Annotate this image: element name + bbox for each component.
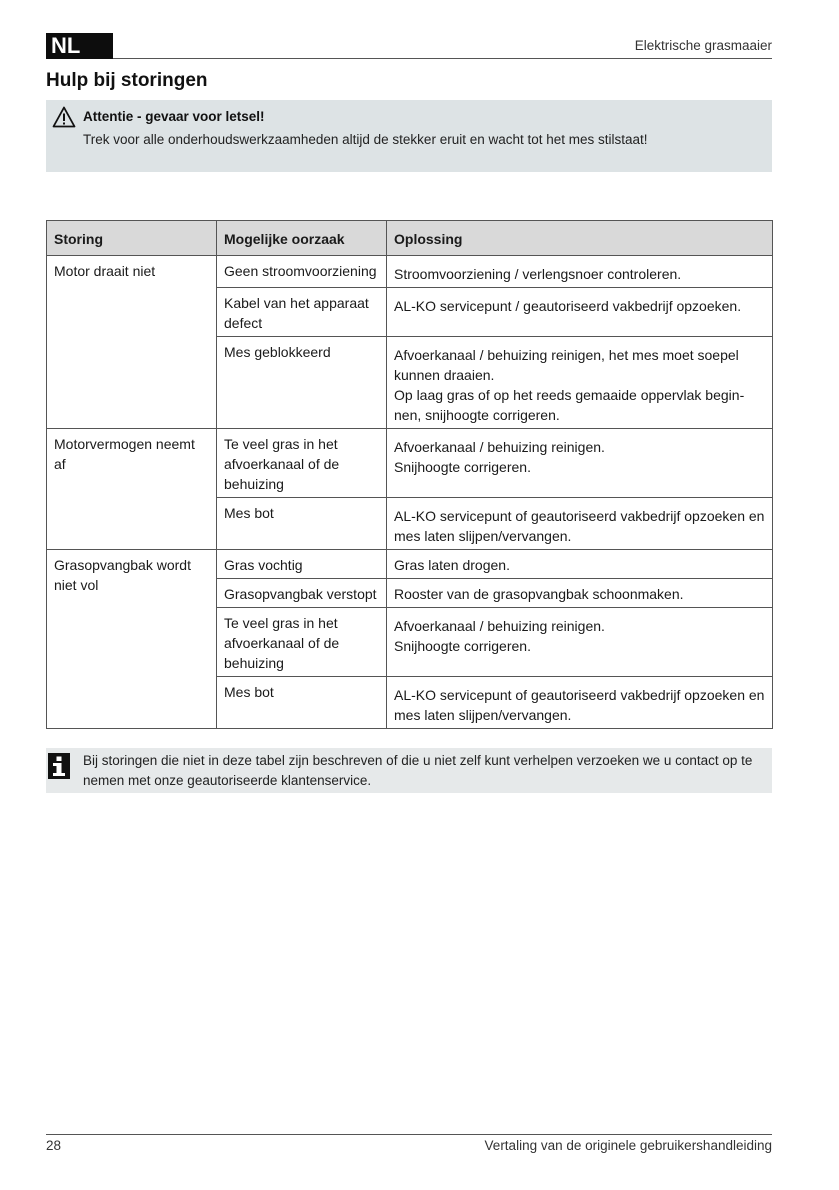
page-number: 28 [46, 1138, 62, 1153]
cause-cell: Te veel gras in het afvoerkanaal of de behuizing [217, 429, 387, 498]
solution-cell: Rooster van de grasopvangbak schoonmaken. [387, 579, 773, 608]
solution-cell: AL-KO servicepunt / geautoriseerd vakbedrijf opzoeken. [387, 288, 773, 337]
header-oplossing: Oplossing [387, 221, 773, 256]
solution-cell: AL-KO servicepunt of geautoriseerd vakbedrijf opzoeken en mes laten slijpen/vervangen. [387, 677, 773, 729]
info-box [46, 748, 772, 793]
header-rule [113, 58, 772, 59]
footer-text: Vertaling van de originele gebruikershandleiding [484, 1138, 772, 1153]
solution-cell: Afvoerkanaal / behuizing reinigen, het mes moet soepel kunnen draaien. Op laag gras of op het reeds gemaaide oppervlak beginnen, snijhoogte corrigeren. [387, 337, 773, 429]
table-header-row [47, 221, 773, 256]
info-text: Bij storingen die niet in deze tabel zijn beschreven of die u niet zelf kunt verhelpen verzoeken we u contact op te nemen met onze geautoriseerde klantenservice. [83, 753, 753, 788]
header-oorzaak: Mogelijke oorzaak [217, 221, 387, 256]
table-row [47, 256, 773, 288]
solution-cell: Gras laten drogen. [387, 550, 773, 579]
fault-cell: Grasopvangbak wordt niet vol [47, 550, 217, 729]
solution-cell: Afvoerkanaal / behuizing reinigen. Snijhoogte corrigeren. [387, 608, 773, 677]
solution-cell: Afvoerkanaal / behuizing reinigen. Snijhoogte corrigeren. [387, 429, 773, 498]
cause-cell: Grasopvangbak verstopt [217, 579, 387, 608]
solution-cell: AL-KO servicepunt of geautoriseerd vakbedrijf opzoeken en mes laten slijpen/vervangen. [387, 498, 773, 550]
solution-cell: Stroomvoorziening / verlengsnoer controleren. [387, 256, 773, 288]
warning-triangle-icon [52, 106, 76, 128]
info-icon [48, 753, 70, 779]
warning-box [46, 100, 772, 172]
section-title: Hulp bij storingen [46, 70, 208, 91]
cause-cell: Te veel gras in het afvoerkanaal of de behuizing [217, 608, 387, 677]
troubleshooting-table [46, 220, 773, 729]
header-storing: Storing [47, 221, 217, 256]
fault-cell: Motor draait niet [47, 256, 217, 429]
cause-cell: Mes bot [217, 498, 387, 550]
footer-rule [46, 1134, 772, 1135]
warning-title: Attentie - gevaar voor letsel! [83, 109, 265, 124]
cause-cell: Mes geblokkeerd [217, 337, 387, 429]
cause-cell: Mes bot [217, 677, 387, 729]
cause-cell: Gras vochtig [217, 550, 387, 579]
language-badge: NL [46, 33, 113, 59]
warning-text: Trek voor alle onderhoudswerkzaamheden altijd de stekker eruit en wacht tot het mes stilstaat! [83, 132, 648, 147]
table-row [47, 550, 773, 579]
header-doc-title: Elektrische grasmaaier [634, 38, 772, 53]
fault-cell: Motorvermogen neemt af [47, 429, 217, 550]
cause-cell: Geen stroomvoorziening [217, 256, 387, 288]
table-row [47, 429, 773, 498]
cause-cell: Kabel van het apparaat defect [217, 288, 387, 337]
